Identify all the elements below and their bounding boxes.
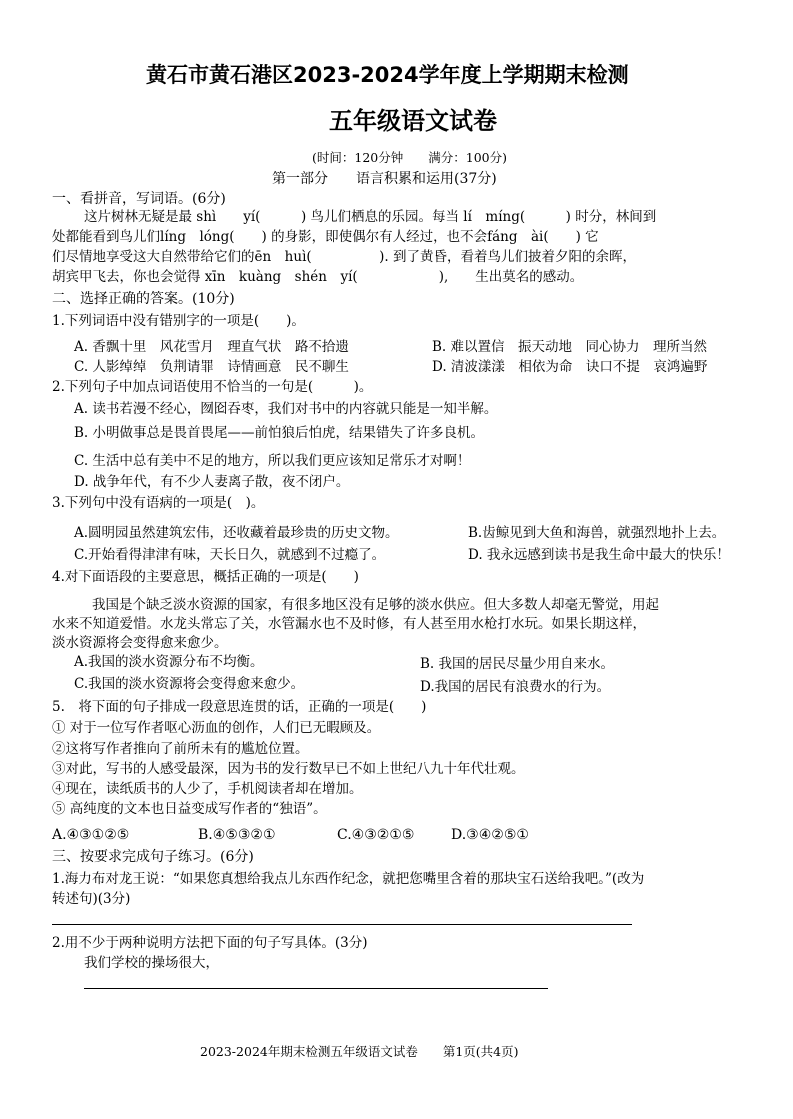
sentence-item: ②这将写作者推向了前所未有的尴尬位置。 [52, 741, 309, 757]
option-a: A. 香飘十里 风花雪月 理直气状 路不拾遗 [74, 339, 349, 355]
question-2-stem: 2.用不少于两种说明方法把下面的句子写具体。(3分) [52, 935, 368, 951]
option-b: B. 难以置信 振天动地 同心协力 理所当然 [432, 339, 708, 355]
pinyin-line: 们尽情地享受这大自然带给它们的ēn huì( ). 到了黄昏，看着鸟儿们披着夕阳的余晖， [52, 249, 637, 265]
passage-line: 淡水资源将会变得愈来愈少。 [52, 635, 228, 651]
passage-line: 我国是个缺乏淡水资源的国家，有很多地区没有足够的淡水供应。但大多数人却毫无警觉，用起 [92, 597, 659, 613]
exam-title: 黄石市黄石港区2023-2024学年度上学期期末检测 [146, 63, 629, 87]
question-2-stem: 2.下列句子中加点词语使用不恰当的一句是( )。 [52, 379, 373, 395]
option-c: C. 人影绰绰 负荆请罪 诗情画意 民不聊生 [74, 359, 349, 375]
option-b: B.齿鲸见到大鱼和海兽，就强烈地扑上去。 [468, 525, 726, 541]
page-footer: 2023-2024年期末检测五年级语文试卷 第1页(共4页) [200, 1044, 519, 1059]
option-c: C.我国的淡水资源将会变得愈来愈少。 [74, 676, 305, 692]
question-1-stem: 1.下列词语中没有错别字的一项是( )。 [52, 313, 305, 329]
sentence-item: ⑤ 高纯度的文本也日益变成写作者的“独语”。 [52, 801, 327, 817]
paper-subtitle: 五年级语文试卷 [329, 107, 497, 135]
question-5-stem: 5. 将下面的句子排成一段意思连贯的话，正确的一项是( ) [52, 699, 427, 715]
option-d: D.③④②⑤① [451, 827, 529, 843]
question-1-stem-cont: 转述句)(3分) [52, 891, 131, 907]
sentence-start: 我们学校的操场很大， [84, 955, 219, 971]
passage-line: 水来不知道爱惜。水龙头常忘了关，水管漏水也不及时修，有人甚至用水枪打水玩。如果长期这样， [52, 616, 646, 632]
sentence-item: ① 对于一位写作者呕心沥血的创作，人们已无暇顾及。 [52, 720, 381, 736]
section-1-heading: 一、看拼音，写词语。(6分) [52, 191, 226, 207]
part-heading: 第一部分 语言积累和运用(37分) [272, 171, 497, 187]
option-b: B. 小明做事总是畏首畏尾——前怕狼后怕虎，结果错失了许多良机。 [74, 425, 485, 441]
question-1-stem: 1.海力布对龙王说：“如果您真想给我点儿东西作纪念，就把您嘴里含着的那块宝石送给我吧。”(改为 [52, 871, 645, 887]
option-d: D. 战争年代，有不少人妻离子散，夜不闭户。 [74, 474, 350, 490]
answer-line[interactable] [52, 924, 632, 925]
option-a: A.圆明园虽然建筑宏伟，还收藏着最珍贵的历史文物。 [74, 525, 399, 541]
option-c: C.开始看得津津有味，天长日久，就感到不过瘾了。 [74, 547, 386, 563]
option-a: A.④③①②⑤ [52, 827, 130, 843]
time-info: (时间：120分钟 满分：100分) [312, 150, 507, 165]
section-2-heading: 二、选择正确的答案。(10分) [52, 291, 235, 307]
pinyin-line: 处都能看到鸟儿们líng lóng( ) 的身影，即使偶尔有人经过，也不会fáng ài( ) 它 [52, 229, 599, 245]
option-a: A.我国的淡水资源分布不均衡。 [74, 654, 264, 670]
option-d: D. 清波漾漾 相依为命 诀口不提 哀鸿遍野 [432, 359, 708, 375]
pinyin-line: 这片树林无疑是最 shì yí( ) 鸟儿们栖息的乐园。每当 lí míng( ) 时分，林间到 [84, 209, 657, 225]
section-3-heading: 三、按要求完成句子练习。(6分) [52, 849, 254, 865]
option-a: A. 读书若漫不经心，囫囵吞枣，我们对书中的内容就只能是一知半解。 [74, 401, 498, 417]
option-b: B.④⑤③②① [198, 827, 276, 843]
answer-line[interactable] [84, 988, 548, 989]
option-b: B. 我国的居民尽量少用自来水。 [420, 656, 615, 672]
question-4-stem: 4.对下面语段的主要意思，概括正确的一项是( ) [52, 569, 359, 585]
question-3-stem: 3.下列句中没有语病的一项是( )。 [52, 495, 265, 511]
option-c: C.④③②①⑤ [337, 827, 415, 843]
pinyin-line: 胡宾甲飞去，你也会觉得 xīn kuàng shén yí( ), 生出莫名的感动。 [52, 269, 584, 285]
option-d: D. 我永远感到读书是我生命中最大的快乐！ [468, 547, 730, 563]
option-c: C. 生活中总有美中不足的地方，所以我们更应该知足常乐才对啊！ [74, 453, 471, 469]
sentence-item: ③对此，写书的人感受最深，因为书的发行数早已不如上世纪八九十年代壮观。 [52, 761, 525, 777]
option-d: D.我国的居民有浪费水的行为。 [420, 679, 611, 695]
sentence-item: ④现在，读纸质书的人少了，手机阅读者却在增加。 [52, 781, 363, 797]
